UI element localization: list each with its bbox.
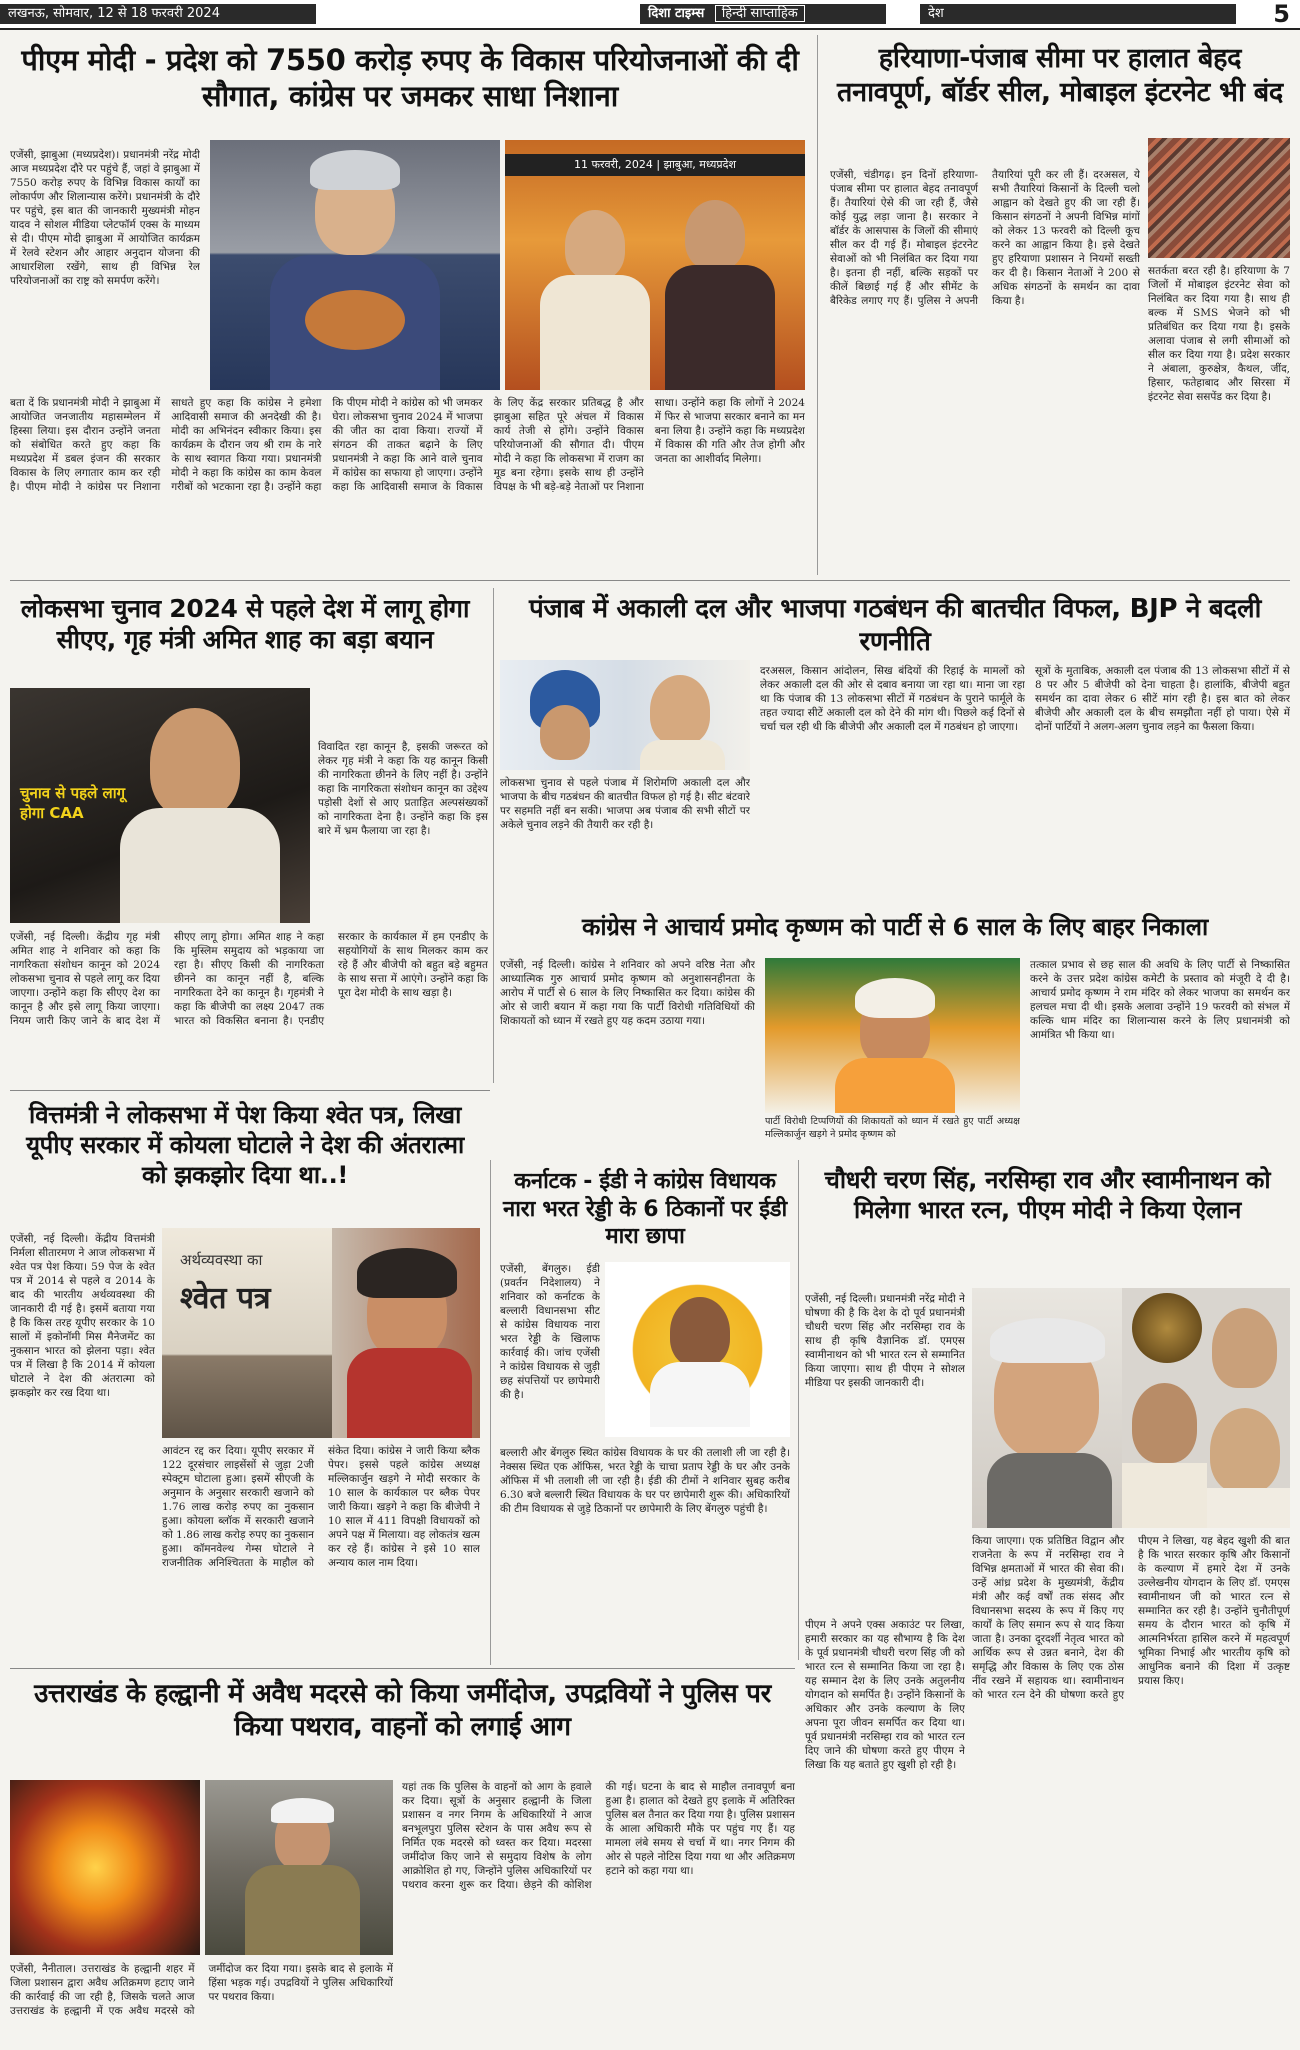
caa-col2: नियम जारी किए जाने के बाद देश में सीएए लागू होगा। अमित शाह ने कहा कि मुस्लिम समुदाय को भड़काया जा रहा है। सीएए किसी की नागरिकता छीनने का कानून नहीं है, बल्कि नागरिकता देने का कानून है। गृहमंत्री ने कहा कि बीजेपी का लक्ष्य 2047 तक भारत को विकसित बनाना है। — [10, 931, 324, 1027]
modi-mp-col1: एजेंसी, झाबुआ (मध्यप्रदेश)। प्रधानमंत्री नरेंद्र मोदी आज मध्यप्रदेश दौरे पर पहुंचे हैं, जहां वे झाबुआ में 7550 करोड़ रुपए के विभिन्न विकास कार्यों का लोकार्पण और शिलान्यास करेंगे। प्रधानमंत्री के दौरे पर पहुंचे, इस बात की जानकारी मुख्यमंत्री मोहन यादव ने सोशल मीडिया प्लेटफॉर्म एक्स के माध्यम से दी। पीएम मोदी झाबुआ में आयोजित कार्यक्रम में रेलवे स्टेशन और आहार अनुदान योजना की आधारशिला रखेंगे, साथ ही विभिन्न रेल परियोजनाओं का राष्ट्र को समर्पण करेंगे। — [10, 149, 200, 287]
photo-amit-shah — [10, 688, 310, 923]
column-divider — [490, 1160, 491, 1665]
haryana-col1: एजेंसी, चंडीगढ़। इन दिनों हरियाणा-पंजाब सीमा पर हालात बेहद तनावपूर्ण हैं। तैयारियां ऐसे की जा रही हैं, जैसे कोई युद्ध लड़ा जाना है। सरकार ने बॉर्डर के आसपास के जिलों की सीमाएं सील कर दी गई हैं। मोबाइल इंटरनेट सेवाओं को भी निलंबित कर दिया गया है। इतना ही नहीं, बल्कि सड़कों पर कीलें बिछाई गई हैं और सीमेंट के बैरिकेड लगाए गए हैं। पुलिस ने अपनी तैयारियां पूरी कर ली हैं। — [830, 169, 1089, 307]
karnataka-col2: बल्लारी और बेंगलुरु स्थित कांग्रेस विधायक के घर की तलाशी ली जा रही है। नेक्सस स्थित एक ऑफिस, भरत रेड्डी के चाचा प्रताप रेड्डी के घर और उनके ऑफिस में भी तलाशी ली जा रही है। ईडी की टीमों ने शनिवार सुबह करीब 6.30 बजे बल्लारी स्थित विधायक के घर पर छापेमारी शुरू की। अधिकारियों की टीम विधायक से जुड़े ठिकानों पर छापेमारी के लिए बेंगलुरु पहुंची है। — [500, 1447, 790, 1515]
punjab-col1: लोकसभा चुनाव से पहले पंजाब में शिरोमणि अकाली दल और भाजपा के बीच गठबंधन की बातचीत विफल हो गई है। सीट बंटवारे पर सहमति नहीं बन सकी। भाजपा अब पंजाब की सभी सीटों पर अकेले चुनाव लड़ने की तैयारी कर रही है। — [500, 777, 750, 831]
page-number: 5 — [1273, 0, 1290, 28]
headline-pramod-krishnam: कांग्रेस ने आचार्य प्रमोद कृष्णम को पार्टी से 6 साल के लिए बाहर निकाला — [582, 913, 1208, 941]
column-divider — [817, 35, 818, 575]
photo-bharat-ratna — [972, 1288, 1290, 1528]
photo-badal-modi — [500, 660, 750, 770]
headline-haldwani: उत्तराखंड के हल्द्वानी में अवैध मदरसे को किया जमींदोज, उपद्रवियों ने पुलिस पर किया पथराव, वाहनों को लगाई आग — [34, 1679, 771, 1742]
headline-modi-mp: पीएम मोदी - प्रदेश को 7550 करोड़ रुपए के विकास परियोजनाओं की दी सौगात, कांग्रेस पर जमकर साधा निशाना — [21, 43, 799, 114]
photo-bharat-reddy — [605, 1262, 790, 1437]
modi-mp-col5: पीएम मोदी ने कहा कि लोकसभा में राजग का मूड बना रहेगा। इसके साथ ही उन्होंने विपक्ष के भी बड़े-बड़े नेताओं पर निशाना साधा। उन्होंने कहा कि लोगों ने 2024 में फिर से भाजपा सरकार बनाने का मन बना लिया है। उन्होंने कहा कि मध्यप्रदेश में विकास की गति और तेज होगी और जनता का आशीर्वाद मिलेगा। — [493, 397, 805, 493]
photo-title-white-paper: श्वेत पत्र — [180, 1281, 271, 1316]
bharat-ratna-col3: स्वामीनाथन को भारत रत्न देने की घोषणा करते हुए पीएम ने लिखा, यह बेहद खुशी की बात है कि भारत सरकार कृषि और किसानों के कल्याण में हमारे देश में उनके उल्लेखनीय योगदान के लिए डॉ. एमएस स्वामीनाथन जी को भारत रत्न से सम्मानित कर रही है। उन्होंने चुनौतीपूर्ण समय के दौरान भारत को कृषि में आत्मनिर्भरता हासिल करने में महत्वपूर्ण भूमिका निभाई और भारतीय कृषि को आधुनिक बनाने की दिशा में उत्कृष्ट प्रयास किए। — [972, 1535, 1290, 1701]
white-paper-col1: एजेंसी, नई दिल्ली। केंद्रीय वित्तमंत्री निर्मला सीतारमण ने आज लोकसभा में श्वेत पत्र पेश किया। 59 पेज के श्वेत पत्र में 2014 से पहले व 2014 के बाद की भारतीय अर्थव्यवस्था की जानकारी दी गई है। इसमें बताया गया है कि किस तरह यूपीए सरकार के 10 सालों में इकोनॉमी मिस मैनेजमेंट का नुकसान भारत को झेलना पड़ा। श्वेत पत्र में लिखा है कि 2014 में कोयला घोटाले ने देश की अंतरात्मा को झकझोर कर रख दिया था। — [10, 1233, 155, 1399]
caa-body — [10, 930, 488, 1080]
modi-mp-continued — [10, 396, 805, 571]
haldwani-body-lower — [10, 1962, 393, 2046]
bharat-ratna-intro: एजेंसी, नई दिल्ली। प्रधानमंत्री नरेंद्र मोदी ने घोषणा की है कि देश के दो पूर्व प्रधानमंत्री चौधरी चरण सिंह और नरसिम्हा राव के साथ ही कृषि वैज्ञानिक डॉ. एमएस स्वामीनाथन को भी भारत रत्न से सम्मानित किया जाएगा। साथ ही पीएम ने सोशल मीडिया पर इसकी जानकारी दी। — [805, 1293, 965, 1389]
caa-col1: एजेंसी, नई दिल्ली। केंद्रीय गृह मंत्री अमित शाह ने शनिवार को कहा कि नागरिकता संशोधन कानून को 2024 लोकसभा चुनाव से पहले लागू कर दिया जाएगा। उन्होंने कहा कि सीएए देश का कानून है और इसे लागू किया जाएगा। — [10, 931, 160, 1013]
photo-vehicles-fire — [10, 1780, 200, 1955]
page-header — [0, 0, 1300, 30]
headline-punjab-akali: पंजाब में अकाली दल और भाजपा गठबंधन की बातचीत विफल, BJP ने बदली रणनीति — [528, 594, 1262, 657]
headline-karnataka-ed: कर्नाटक - ईडी ने कांग्रेस विधायक नारा भरत रेड्डी के 6 ठिकानों पर ईडी मारा छापा — [503, 1169, 787, 1249]
haryana-body — [830, 168, 1140, 568]
punjab-col2: दरअसल, किसान आंदोलन, सिख बंदियों की रिहाई के मामलों को लेकर अकाली दल की ओर से दबाव बनाया जा रहा था। माना जा रहा था कि पंजाब की 13 लोकसभा सीटों में गठबंधन के पुराने फार्मूले के तहत ज्यादा सीटें अकाली दल को देने की मांग थी। पिछले कई दिनों से चर्चा चल रही थी कि बीजेपी और अकाली दल में गठबंधन हो जाएगा। — [760, 665, 1025, 733]
modi-mp-col3: मोदी का अभिनंदन स्वीकार किया। इस कार्यक्रम के दौरान जय श्री राम के नारे के साथ स्वागत किया गया। प्रधानमंत्री मोदी ने कहा कि कांग्रेस का काम केवल गरीबों को भटकाना रहा है। उन्होंने कहा कि पीएम मोदी ने कांग्रेस को भी जमकर घेरा। लोकसभा चुनाव 2024 में भाजपा की जीत का दावा किया। — [171, 397, 483, 493]
headline-bharat-ratna: चौधरी चरण सिंह, नरसिम्हा राव और स्वामीनाथन को मिलेगा भारत रत्न, पीएम मोदी ने किया ऐलान — [824, 1166, 1271, 1224]
haldwani-col1: एजेंसी, नैनीताल। उत्तराखंड के हल्द्वानी शहर में जिला प्रशासन द्वारा अवैध अतिक्रमण हटाए जाने की कार्रवाई की जा रही है, जिसके चलते — [10, 1963, 195, 2003]
modi-mp-col4: राज्यों में संगठन की ताकत बढ़ाने के लिए प्रधानमंत्री ने कहा कि आने वाले चुनाव में कांग्रेस का सफाया हो जाएगा। उन्होंने कहा कि आदिवासी समाज के विकास के लिए केंद्र सरकार प्रतिबद्ध है और झाबुआ सहित पूरे अंचल में विकास कार्य तेजी से होंगे। उन्होंने विकास परियोजनाओं की सौगात दी। — [332, 397, 644, 493]
pramod-photo-caption: पार्टी विरोधी टिप्पणियों की शिकायतों को ध्यान में रखते हुए पार्टी अध्यक्ष मल्लिकार्जुन खड़गे ने प्रमोद कृष्णम को — [765, 1116, 1020, 1140]
photo-banner: 11 फरवरी, 2024 | झाबुआ, मध्यप्रदेश — [505, 154, 805, 176]
punjab-col3: सूत्रों के मुताबिक, अकाली दल पंजाब की 13 लोकसभा सीटों में से 8 पर और 5 बीजेपी को देना चाहता है। हालांकि, बीजेपी बहुत समर्थन का दावा लेकर 6 सीटें मांग रही है। इस बात को लेकर बीजेपी और अकाली दल के बीच समझौता नहीं हो पाया। ऐसे में दोनों पार्टियों ने अलग-अलग चुनाव लड़ने का फैसला किया। — [1035, 665, 1290, 733]
haldwani-col4: छेड़ने की कोशिश की गई। घटना के बाद से माहौल तनावपूर्ण बना हुआ है। हालात को देखते हुए इलाके में अतिरिक्त पुलिस बल तैनात कर दिया गया है। पुलिस प्रशासन के आला अधिकारी मौके पर पहुंच गए हैं। यह मामला लंबे समय से चर्चा में था। नगर निगम की ओर से पहले नोटिस दिया गया था और अतिक्रमण हटाने को कहा गया था। — [523, 1781, 795, 1891]
column-divider — [798, 1160, 799, 1660]
photo-label-economy: अर्थव्यवस्था का — [180, 1251, 263, 1269]
photo-modi-rally — [210, 140, 500, 390]
pramod-col2: तत्काल प्रभाव से छह साल की अवधि के लिए पार्टी से निष्कासित करने के उत्तर प्रदेश कांग्रेस कमेटी के प्रस्ताव को मंजूरी दे दी है। आचार्य प्रमोद कृष्णम ने राम मंदिर को लेकर भाजपा का समर्थन कर हलचल मचा दी थी। इसके अलावा उन्होंने 19 फरवरी को संभल में कल्कि धाम मंदिर का शिलान्यास करने के लिए प्रधानमंत्री को आमंत्रित भी किया था। — [1030, 959, 1290, 1041]
haryana-col2: दरअसल, ये सभी तैयारियां किसानों के दिल्ली चलो आह्वान को देखते हुए की जा रही हैं। किसान संगठनों ने अपनी विभिन्न मांगों को लेकर 13 फरवरी को दिल्ली कूच करने का आह्वान किया है। इसे देखते हुए हरियाणा प्रशासन ने नियमों सख्ती कर दी है। किसान नेताओं ने 200 से अधिक संगठनों के समर्थन का दावा किया है। — [992, 169, 1140, 307]
masthead — [640, 4, 886, 24]
section-divider — [10, 1090, 490, 1091]
photo-farmers-crowd — [1148, 138, 1290, 258]
masthead-name: दिशा टाइम्स — [648, 6, 705, 21]
modi-mp-col2: बता दें कि प्रधानमंत्री मोदी ने झाबुआ में आयोजित जनजातीय महासम्मेलन में हिस्सा लिया। इस दौरान उन्होंने जनता को संबोधित करते हुए कहा कि मध्यप्रदेश में डबल इंजन की सरकार विकास के लिए लगातार काम कर रही है। पीएम मोदी ने कांग्रेस पर निशाना साधते हुए कहा कि कांग्रेस ने हमेशा आदिवासी समाज की अनदेखी की है। — [10, 397, 322, 493]
white-paper-col2: आवंटन रद्द कर दिया। यूपीए सरकार में 122 दूरसंचार लाइसेंसों से जुड़ा 2जी स्पेक्ट्रम घोटाला हुआ। इसमें सीएजी के अनुमान के अनुसार सरकारी खजाने को 1.76 लाख करोड़ रुपए का नुकसान हुआ। कोयला ब्लॉक में सरकारी खजाने को 1.86 लाख करोड़ रुपए का नुकसान हुआ। कॉमनवेल्थ गेम्स घोटाले ने राजनीतिक अनिश्चितता के माहौल को — [162, 1445, 314, 1569]
headline-white-paper: वित्तमंत्री ने लोकसभा में पेश किया श्वेत पत्र, लिखा यूपीए सरकार में कोयला घोटाले ने देश की अंतरात्मा को झकझोर दिया था..! — [26, 1101, 464, 1189]
section-label: देश — [920, 4, 1236, 24]
section-divider — [10, 1668, 795, 1669]
photo-white-paper — [162, 1228, 480, 1438]
haryana-col3: सतर्कता बरत रही है। हरियाणा के 7 जिलों में मोबाइल इंटरनेट सेवा को निलंबित कर दिया गया है। साथ ही बल्क में SMS भेजने को भी प्रतिबंधित कर दिया गया है। इसके अलावा पंजाब से लगी सीमाओं को सील कर दिया गया है। प्रदेश सरकार ने अंबाला, कुरुक्षेत्र, कैथल, जींद, हिसार, फतेहाबाद और सिरसा में इंटरनेट सेवा ससपेंड कर दिया है। — [1148, 265, 1290, 403]
section-divider — [10, 580, 1290, 581]
bharat-ratna-col2: किया जाएगा। एक प्रतिष्ठित विद्वान और राजनेता के रूप में नरसिम्हा राव ने विभिन्न क्षमताओं में भारत की सेवा की। उन्हें आंध्र प्रदेश के मुख्यमंत्री, केंद्रीय मंत्री और कई वर्षों तक संसद और विधानसभा सदस्य के रूप में किए गए कार्यों के लिए समान रूप से याद किया जाता है। उनका दूरदर्शी नेतृत्व भारत को आर्थिक रूप से उन्नत बनाने, देश की समृद्धि और विकास के लिए एक ठोस नींव रखने में सहायक था। — [972, 1535, 1124, 1687]
white-paper-col3: संकेत दिया। कांग्रेस ने जारी किया ब्लैक पेपर। इससे पहले कांग्रेस अध्यक्ष मल्लिकार्जुन खड़गे ने मोदी सरकार के 10 साल के कार्यकाल पर ब्लैक पेपर जारी किया। खड़गे ने कहा कि बीजेपी ने 10 साल में 411 विपक्षी विधायकों को अपने पक्ष में मिलाया। वह लोकतंत्र खत्म कर रहे हैं। कांग्रेस ने इसे 10 साल अन्याय काल नाम दिया। — [328, 1445, 480, 1569]
photo-police-injured — [205, 1780, 393, 1955]
bharat-ratna-col1: पीएम ने अपने एक्स अकाउंट पर लिखा, हमारी सरकार का यह सौभाग्य है कि देश के पूर्व प्रधानमंत्री चौधरी चरण सिंह जी को भारत रत्न से सम्मानित किया जा रहा है। यह सम्मान देश के लिए उनके अतुलनीय योगदान को समर्पित है। उन्होंने किसानों के अधिकार और उनके कल्याण के लिए अपना पूरा जीवन समर्पित कर दिया था। पूर्व प्रधानमंत्री नरसिम्हा राव को भारत रत्न दिए जाने की घोषणा करते हुए पीएम ने लिखा कि यह बताते हुए खुशी हो रही है। — [805, 1619, 965, 1771]
headline-amit-shah-caa: लोकसभा चुनाव 2024 से पहले देश में लागू होगा सीएए, गृह मंत्री अमित शाह का बड़ा बयान — [20, 594, 470, 655]
headline-haryana-punjab: हरियाणा-पंजाब सीमा पर हालात बेहद तनावपूर्ण, बॉर्डर सील, मोबाइल इंटरनेट भी बंद — [837, 43, 1283, 108]
dateline-strip: लखनऊ, सोमवार, 12 से 18 फरवरी 2024 — [0, 4, 316, 24]
haldwani-col2: आज उत्तराखंड के हल्द्वानी में एक अवैध मदरसे को जमींदोज कर दिया गया। इसके बाद से इलाके में हिंसा भड़क गई। उपद्रवियों ने पुलिस अधिकारियों पर पथराव किया। — [10, 1963, 393, 2017]
haldwani-body-right — [402, 1780, 795, 2046]
pramod-col1: एजेंसी, नई दिल्ली। कांग्रेस ने शनिवार को अपने वरिष्ठ नेता और आध्यात्मिक गुरु आचार्य प्रमोद कृष्णम को अनुशासनहीनता के आरोप में पार्टी से 6 साल के लिए निष्कासित कर दिया। कांग्रेस की ओर से जारी बयान में कहा गया कि पार्टी विरोधी गतिविधियों की शिकायतों को ध्यान में रखते हुए यह कदम उठाया गया। — [500, 959, 755, 1027]
photo-modi-cm — [505, 140, 805, 390]
bharat-ratna-body — [972, 1534, 1290, 2046]
caa-col3: एनडीए सरकार के कार्यकाल में हम एनडीए के सहयोगियों के साथ मिलकर काम कर रहे हैं और बीजेपी को बहुत बड़े बहुमत के साथ सत्ता में आएंगे। उन्होंने कहा कि पूरा देश मोदी के साथ खड़ा है। — [298, 931, 488, 1027]
karnataka-col1: एजेंसी, बेंगलुरु। ईडी (प्रवर्तन निदेशालय) ने शनिवार को कर्नाटक के बल्लारी विधानसभा सीट से कांग्रेस विधायक नारा भरत रेड्डी के खिलाफ कार्रवाई की। जांच एजेंसी ने कांग्रेस विधायक से जुड़ी छह संपत्तियों पर छापेमारी की है। — [500, 1263, 600, 1401]
column-divider — [493, 588, 494, 1083]
haldwani-col3: यहां तक कि पुलिस के वाहनों को आग के हवाले कर दिया। सूत्रों के अनुसार हल्द्वानी के जिला प्रशासन व नगर निगम के अधिकारियों ने आज बनभूलपुरा पुलिस स्टेशन के पास अवैध रूप से निर्मित एक मदरसे को ध्वस्त कर दिया। मदरसा जमींदोज किए जाने से समुदाय विशेष के लोग आक्रोशित हो गए, जिन्होंने पुलिस अधिकारियों पर पथराव करना शुरू कर दिया। — [402, 1781, 592, 1891]
white-paper-body — [162, 1444, 480, 1659]
photo-caption-caa: चुनाव से पहले लागू होगा CAA — [20, 784, 126, 822]
caa-side-col: विवादित रहा कानून है, इसकी जरूरत को लेकर गृह मंत्री ने कहा कि यह कानून किसी की नागरिकता छीनने के लिए नहीं है। उन्होंने कहा कि नागरिकता संशोधन कानून का उद्देश्य पड़ोसी देशों से आए प्रताड़ित अल्पसंख्यकों को नागरिकता देना है। उन्होंने कहा कि इस बारे में भ्रम फैलाया जा रहा है। — [318, 741, 488, 837]
masthead-sub: हिन्दी साप्ताहिक — [715, 5, 805, 22]
photo-pramod-krishnam — [765, 958, 1020, 1113]
